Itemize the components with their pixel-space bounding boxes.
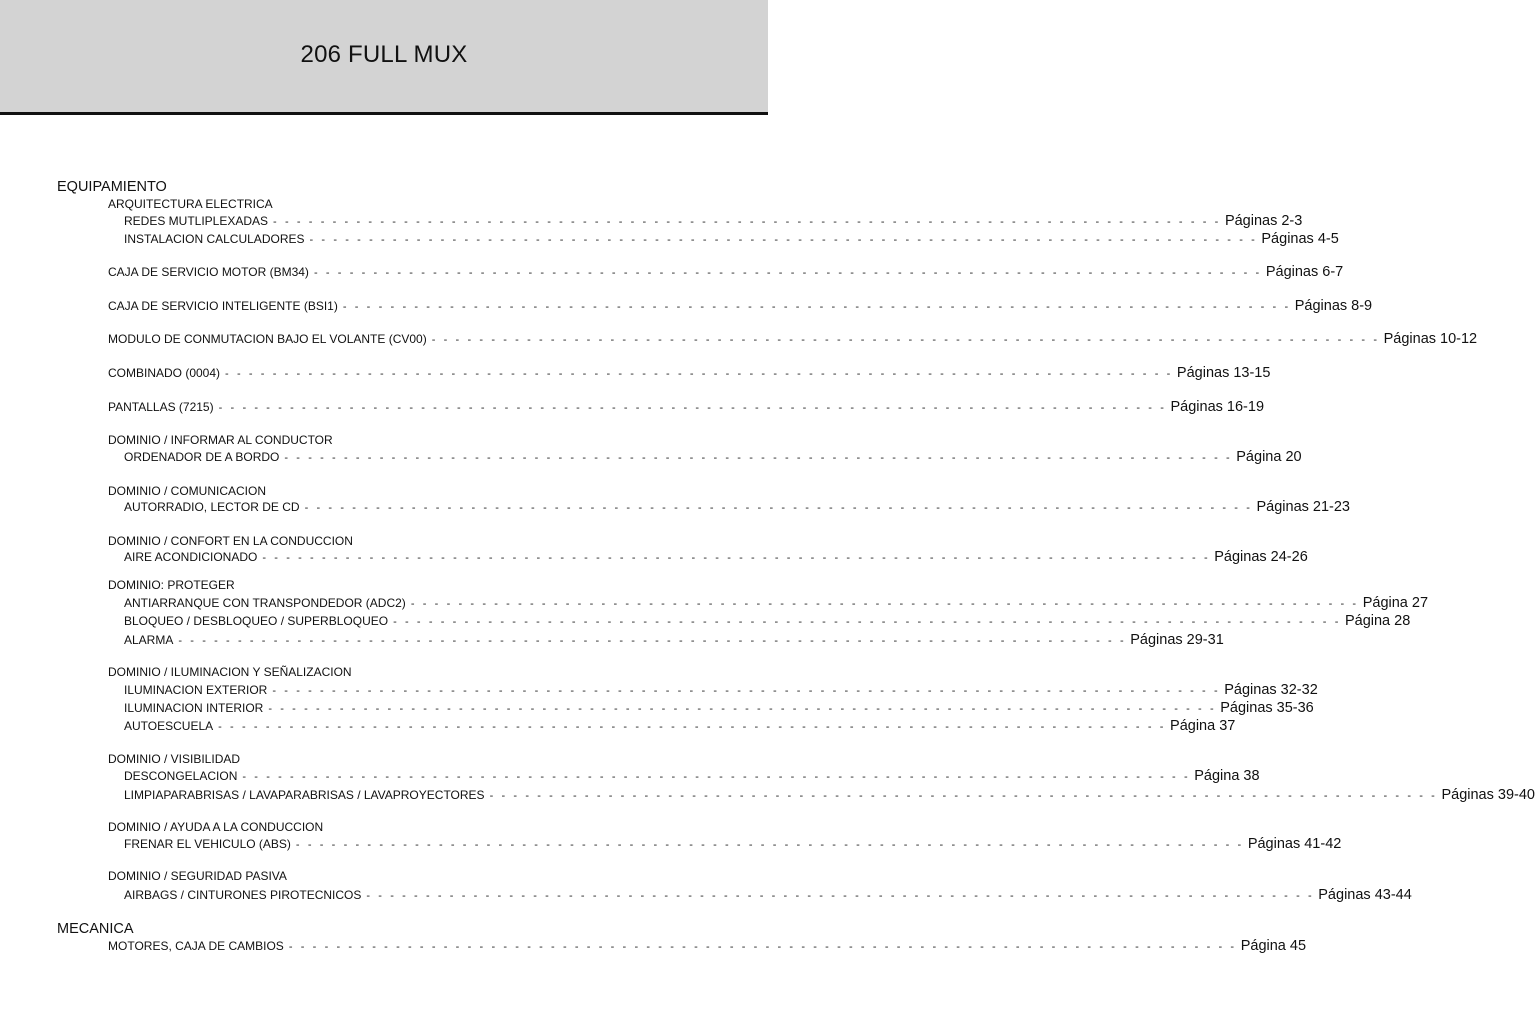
dot-leader: - - - - - - - - - - - - - - - - - - - - - - - - - - - - - - - - - - - - - - - - - - - - - - - - - - - - - - - - - - - - - - - - - - - - - - - - - - - - - - - - [272, 685, 1221, 697]
toc-entry-pages: Página 38 [1194, 768, 1260, 784]
toc-entry-pages: Página 20 [1236, 449, 1302, 465]
toc-entry-label: REDES MUTLIPLEXADAS [124, 214, 269, 228]
dot-leader: - - - - - - - - - - - - - - - - - - - - - - - - - - - - - - - - - - - - - - - - - - - - - - - - - - - - - - - - - - - - - - - - - - - - - - - - - - - - - - - - [342, 301, 1291, 313]
toc-entry [124, 611, 1411, 631]
toc-entry [124, 680, 1318, 700]
toc-group-heading: DOMINIO / AYUDA A LA CONDUCCION [108, 820, 324, 834]
toc-entry [124, 885, 1412, 905]
toc-entry-pages: Páginas 16-19 [1170, 399, 1265, 415]
toc-entry [108, 262, 1344, 282]
toc-entry-pages: Páginas 24-26 [1214, 549, 1308, 565]
toc-entry-label: COMBINADO (0004) [108, 366, 221, 380]
toc-group-heading: DOMINIO / CONFORT EN LA CONDUCCION [108, 534, 353, 548]
toc-entry-label: ALARMA [124, 633, 174, 647]
toc-entry [124, 630, 1224, 650]
toc-entry-label: CAJA DE SERVICIO MOTOR (BM34) [108, 265, 309, 279]
toc-entry-label: INSTALACION CALCULADORES [124, 232, 305, 246]
toc-entry [108, 296, 1373, 316]
toc-entry [124, 785, 1535, 805]
toc-entry-label: AUTOESCUELA [124, 719, 214, 733]
dot-leader: - - - - - - - - - - - - - - - - - - - - - - - - - - - - - - - - - - - - - - - - - - - - - - - - - - - - - - - - - - - - - - - - - - - - - - - - - - - - - - - - [268, 703, 1217, 715]
toc-entry-label: ILUMINACION INTERIOR [124, 701, 264, 715]
dot-leader: - - - - - - - - - - - - - - - - - - - - - - - - - - - - - - - - - - - - - - - - - - - - - - - - - - - - - - - - - - - - - - - - - - - - - - - - - - - - - - - - [284, 452, 1233, 464]
toc-entry-pages: Páginas 4-5 [1261, 231, 1339, 247]
dot-leader: - - - - - - - - - - - - - - - - - - - - - - - - - - - - - - - - - - - - - - - - - - - - - - - - - - - - - - - - - - - - - - - - - - - - - - - - - - - - - - - - [242, 771, 1191, 783]
toc-entry-pages: Páginas 29-31 [1130, 632, 1224, 648]
toc-entry-label: AUTORRADIO, LECTOR DE CD [124, 500, 300, 514]
toc-entry-label: CAJA DE SERVICIO INTELIGENTE (BSI1) [108, 299, 338, 313]
toc-entry-label: ANTIARRANQUE CON TRANSPONDEDOR (ADC2) [124, 596, 406, 610]
dot-leader: - - - - - - - - - - - - - - - - - - - - - - - - - - - - - - - - - - - - - - - - - - - - - - - - - - - - - - - - - - - - - - - - - - - - - - - - - - - - - - - - [262, 552, 1211, 564]
toc-group-heading: DOMINIO / INFORMAR AL CONDUCTOR [108, 433, 333, 447]
document-title: 206 FULL MUX [300, 41, 468, 68]
toc-entry-label: LIMPIAPARABRISAS / LAVAPARABRISAS / LAVAPROYECTORES [124, 788, 485, 802]
dot-leader: - - - - - - - - - - - - - - - - - - - - - - - - - - - - - - - - - - - - - - - - - - - - - - - - - - - - - - - - - - - - - - - - - - - - - - - - - - - - - - - - [366, 890, 1315, 902]
toc-entry-label: DESCONGELACION [124, 769, 238, 783]
toc-entry [124, 766, 1260, 786]
toc-entry-pages: Páginas 39-40 [1441, 787, 1535, 803]
toc-entry-pages: Página 45 [1240, 938, 1307, 954]
toc-entry-pages: Páginas 2-3 [1224, 213, 1303, 229]
toc-entry-pages: Página 37 [1170, 718, 1236, 734]
toc-entry [124, 447, 1302, 467]
toc-entry-label: PANTALLAS (7215) [108, 400, 214, 414]
dot-leader: - - - - - - - - - - - - - - - - - - - - - - - - - - - - - - - - - - - - - - - - - - - - - - - - - - - - - - - - - - - - - - - - - - - - - - - - - - - - - - - - [295, 839, 1244, 851]
toc-entry [108, 363, 1271, 383]
dot-leader: - - - - - - - - - - - - - - - - - - - - - - - - - - - - - - - - - - - - - - - - - - - - - - - - - - - - - - - - - - - - - - - - - - - - - - - - - - - - - - - - [431, 334, 1380, 346]
toc-section-heading: EQUIPAMIENTO [57, 179, 167, 195]
toc-entry-pages: Páginas 35-36 [1220, 700, 1314, 716]
toc-section-heading: MECANICA [57, 921, 134, 937]
toc-group-heading: DOMINIO / ILUMINACION Y SEÑALIZACION [108, 665, 352, 679]
dot-leader: - - - - - - - - - - - - - - - - - - - - - - - - - - - - - - - - - - - - - - - - - - - - - - - - - - - - - - - - - - - - - - - - - - - - - - - - - - - - - - - - [218, 402, 1167, 414]
dot-leader: - - - - - - - - - - - - - - - - - - - - - - - - - - - - - - - - - - - - - - - - - - - - - - - - - - - - - - - - - - - - - - - - - - - - - - - - - - - - - - - - [309, 234, 1258, 246]
toc-entry-pages: Páginas 21-23 [1256, 499, 1350, 515]
toc-entry-label: MODULO DE CONMUTACION BAJO EL VOLANTE (CV00) [108, 332, 427, 346]
toc-entry-pages: Páginas 8-9 [1294, 298, 1373, 314]
toc-entry [108, 936, 1307, 956]
toc-entry [124, 497, 1350, 517]
toc-group-heading: ARQUITECTURA ELECTRICA [108, 197, 273, 211]
toc-group-heading: DOMINIO / COMUNICACION [108, 484, 266, 498]
toc-entry-label: AIRE ACONDICIONADO [124, 550, 258, 564]
toc-entry [124, 834, 1342, 854]
toc-entry-pages: Páginas 10-12 [1383, 331, 1478, 347]
toc-entry-pages: Página 27 [1362, 595, 1429, 611]
dot-leader: - - - - - - - - - - - - - - - - - - - - - - - - - - - - - - - - - - - - - - - - - - - - - - - - - - - - - - - - - - - - - - - - - - - - - - - - - - - - - - - - [489, 790, 1438, 802]
toc-entry [108, 329, 1478, 349]
dot-leader: - - - - - - - - - - - - - - - - - - - - - - - - - - - - - - - - - - - - - - - - - - - - - - - - - - - - - - - - - - - - - - - - - - - - - - - - - - - - - - - - [288, 941, 1237, 953]
toc-entry-pages: Página 28 [1344, 613, 1411, 629]
toc-entry-label: BLOQUEO / DESBLOQUEO / SUPERBLOQUEO [124, 614, 389, 628]
toc-entry-label: ILUMINACION EXTERIOR [124, 683, 268, 697]
toc-entry-pages: Páginas 41-42 [1247, 836, 1342, 852]
toc-entry-label: ORDENADOR DE A BORDO [124, 450, 280, 464]
toc-entry [124, 593, 1429, 613]
dot-leader: - - - - - - - - - - - - - - - - - - - - - - - - - - - - - - - - - - - - - - - - - - - - - - - - - - - - - - - - - - - - - - - - - - - - - - - - - - - - - - - - [313, 267, 1262, 279]
toc-entry [124, 211, 1303, 231]
toc-entry-pages: Páginas 32-32 [1224, 682, 1318, 698]
toc-entry [124, 229, 1339, 249]
dot-leader: - - - - - - - - - - - - - - - - - - - - - - - - - - - - - - - - - - - - - - - - - - - - - - - - - - - - - - - - - - - - - - - - - - - - - - - - - - - - - - - - [273, 216, 1221, 228]
dot-leader: - - - - - - - - - - - - - - - - - - - - - - - - - - - - - - - - - - - - - - - - - - - - - - - - - - - - - - - - - - - - - - - - - - - - - - - - - - - - - - - - [410, 598, 1359, 610]
toc-entry [124, 698, 1314, 718]
dot-leader: - - - - - - - - - - - - - - - - - - - - - - - - - - - - - - - - - - - - - - - - - - - - - - - - - - - - - - - - - - - - - - - - - - - - - - - - - - - - - - - - [178, 635, 1127, 647]
toc-entry [124, 716, 1236, 736]
toc-entry-pages: Páginas 6-7 [1265, 264, 1344, 280]
toc-entry-label: AIRBAGS / CINTURONES PIROTECNICOS [124, 888, 362, 902]
dot-leader: - - - - - - - - - - - - - - - - - - - - - - - - - - - - - - - - - - - - - - - - - - - - - - - - - - - - - - - - - - - - - - - - - - - - - - - - - - - - - - - - [225, 368, 1173, 380]
toc-entry-label: FRENAR EL VEHICULO (ABS) [124, 837, 291, 851]
toc-entry [124, 547, 1308, 567]
dot-leader: - - - - - - - - - - - - - - - - - - - - - - - - - - - - - - - - - - - - - - - - - - - - - - - - - - - - - - - - - - - - - - - - - - - - - - - - - - - - - - - - [218, 721, 1167, 733]
dot-leader: - - - - - - - - - - - - - - - - - - - - - - - - - - - - - - - - - - - - - - - - - - - - - - - - - - - - - - - - - - - - - - - - - - - - - - - - - - - - - - - - [393, 616, 1341, 628]
dot-leader: - - - - - - - - - - - - - - - - - - - - - - - - - - - - - - - - - - - - - - - - - - - - - - - - - - - - - - - - - - - - - - - - - - - - - - - - - - - - - - - - [304, 502, 1253, 514]
toc-entry-label: MOTORES, CAJA DE CAMBIOS [108, 939, 284, 953]
toc-entry-pages: Páginas 13-15 [1176, 365, 1271, 381]
toc-entry-pages: Páginas 43-44 [1318, 887, 1412, 903]
toc-group-heading: DOMINIO / VISIBILIDAD [108, 752, 241, 766]
toc-group-heading: DOMINIO / SEGURIDAD PASIVA [108, 869, 287, 883]
toc-group-heading: DOMINIO: PROTEGER [108, 578, 235, 592]
toc-entry [108, 397, 1265, 417]
